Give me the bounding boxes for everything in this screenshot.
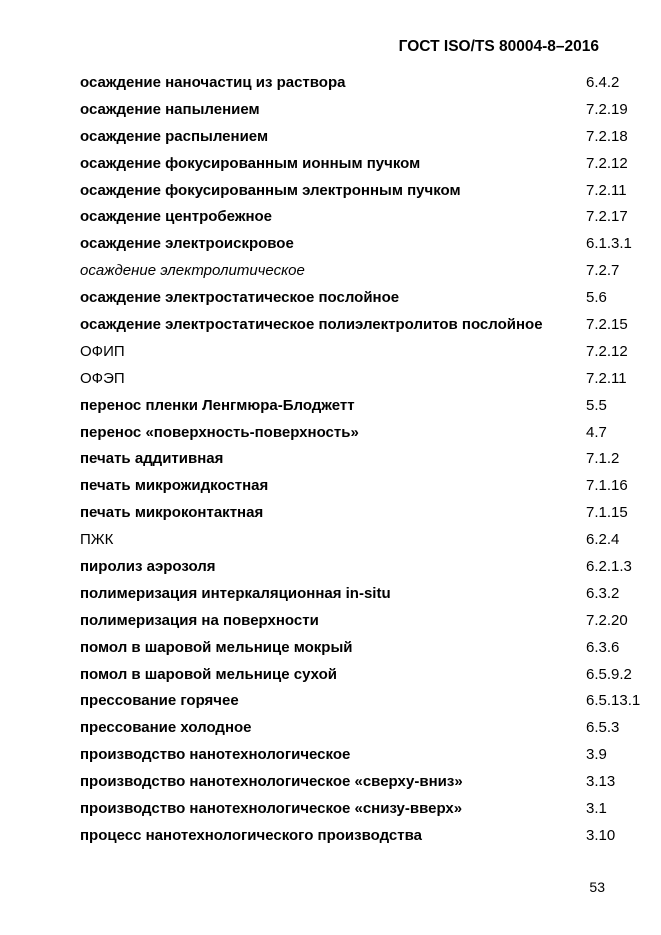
index-entry xyxy=(80,422,650,449)
index-term: процесс нанотехнологического производства xyxy=(80,826,422,844)
index-entry xyxy=(80,744,650,771)
index-reference: 7.2.18 xyxy=(586,127,628,145)
index-term: ОФИП xyxy=(80,342,125,360)
index-entry xyxy=(80,72,650,99)
index-term: производство нанотехнологическое xyxy=(80,746,351,764)
index-term: ПЖК xyxy=(80,531,114,549)
index-reference: 7.2.12 xyxy=(586,342,628,360)
index-term: печать микрожидкостная xyxy=(80,477,269,495)
index-reference: 7.2.12 xyxy=(586,154,628,172)
index-term: ОФЭП xyxy=(80,369,125,387)
index-term: производство нанотехнологическое «снизу-вверх» xyxy=(80,800,463,818)
index-reference: 3.9 xyxy=(586,746,607,764)
index-term: полимеризация на поверхности xyxy=(80,611,319,629)
index-term: осаждение электростатическое полиэлектролитов послойное xyxy=(80,316,543,334)
index-term: пиролиз аэрозоля xyxy=(80,558,216,576)
index-entry xyxy=(80,529,650,556)
index-reference: 7.2.17 xyxy=(586,208,628,226)
index-term: осаждение наночастиц из раствора xyxy=(80,74,346,91)
index-term: осаждение фокусированным ионным пучком xyxy=(80,154,421,172)
index-entry xyxy=(80,502,650,529)
index-term: осаждение электроискровое xyxy=(80,235,294,253)
index-term: осаждение фокусированным электронным пучком xyxy=(80,181,461,199)
index-reference: 7.1.2 xyxy=(586,450,620,468)
index-reference: 6.2.4 xyxy=(586,531,620,549)
index-entry xyxy=(80,664,650,691)
index-term: перенос «поверхность-поверхность» xyxy=(80,423,359,441)
index-entry xyxy=(80,153,650,180)
index-reference: 3.1 xyxy=(586,800,607,818)
index-term: производство нанотехнологическое «сверху-вниз» xyxy=(80,773,463,791)
index-reference: 3.13 xyxy=(586,773,616,791)
page-number: 53 xyxy=(589,879,605,895)
index-term: помол в шаровой мельнице сухой xyxy=(80,665,337,683)
index-entry xyxy=(80,556,650,583)
term-index-list xyxy=(80,72,650,852)
index-reference: 6.3.2 xyxy=(586,584,620,602)
index-entry xyxy=(80,717,650,744)
index-reference: 6.1.3.1 xyxy=(586,235,632,253)
index-term: печать микроконтактная xyxy=(80,504,264,522)
index-reference: 3.10 xyxy=(586,826,616,844)
index-entry xyxy=(80,99,650,126)
index-term: полимеризация интеркаляционная in-situ xyxy=(80,584,391,602)
index-reference: 6.3.6 xyxy=(586,638,620,656)
index-term: осаждение центробежное xyxy=(80,208,273,226)
index-reference: 6.5.13.1 xyxy=(586,692,641,710)
index-entry xyxy=(80,314,650,341)
index-reference: 7.2.15 xyxy=(586,316,628,334)
index-term: прессование холодное xyxy=(80,719,252,737)
index-entry xyxy=(80,180,650,207)
index-term: печать аддитивная xyxy=(80,450,224,468)
index-entry xyxy=(80,637,650,664)
index-entry xyxy=(80,126,650,153)
index-entry xyxy=(80,395,650,422)
index-reference: 6.5.3 xyxy=(586,719,620,737)
index-reference: 7.2.11 xyxy=(586,181,627,199)
index-term: осаждение напылением xyxy=(80,100,260,118)
index-term: осаждение электролитическое xyxy=(80,262,305,280)
index-entry xyxy=(80,287,650,314)
index-reference: 6.4.2 xyxy=(586,74,620,91)
index-term: осаждение распылением xyxy=(80,127,269,145)
index-reference: 5.5 xyxy=(586,396,607,414)
index-entry xyxy=(80,260,650,287)
index-term: прессование горячее xyxy=(80,692,239,710)
index-entry xyxy=(80,475,650,502)
index-entry xyxy=(80,368,650,395)
index-reference: 7.2.20 xyxy=(586,611,628,629)
index-reference: 7.2.11 xyxy=(586,369,627,387)
index-entry xyxy=(80,690,650,717)
index-entry xyxy=(80,798,650,825)
index-reference: 5.6 xyxy=(586,289,607,307)
index-entry xyxy=(80,448,650,475)
index-entry xyxy=(80,341,650,368)
index-entry xyxy=(80,825,650,852)
index-reference: 6.2.1.3 xyxy=(586,558,632,576)
document-header: ГОСТ ISO/TS 80004-8–2016 xyxy=(398,38,599,55)
index-entry xyxy=(80,233,650,260)
index-reference: 7.1.16 xyxy=(586,477,628,495)
index-entry xyxy=(80,583,650,610)
index-reference: 7.2.7 xyxy=(586,262,620,280)
index-reference: 7.1.15 xyxy=(586,504,628,522)
index-entry xyxy=(80,206,650,233)
index-reference: 6.5.9.2 xyxy=(586,665,632,683)
index-term: осаждение электростатическое послойное xyxy=(80,289,400,307)
index-entry xyxy=(80,771,650,798)
index-entry xyxy=(80,610,650,637)
index-reference: 7.2.19 xyxy=(586,100,628,118)
index-reference: 4.7 xyxy=(586,423,607,441)
index-term: помол в шаровой мельнице мокрый xyxy=(80,638,353,656)
index-term: перенос пленки Ленгмюра-Блоджетт xyxy=(80,396,355,414)
